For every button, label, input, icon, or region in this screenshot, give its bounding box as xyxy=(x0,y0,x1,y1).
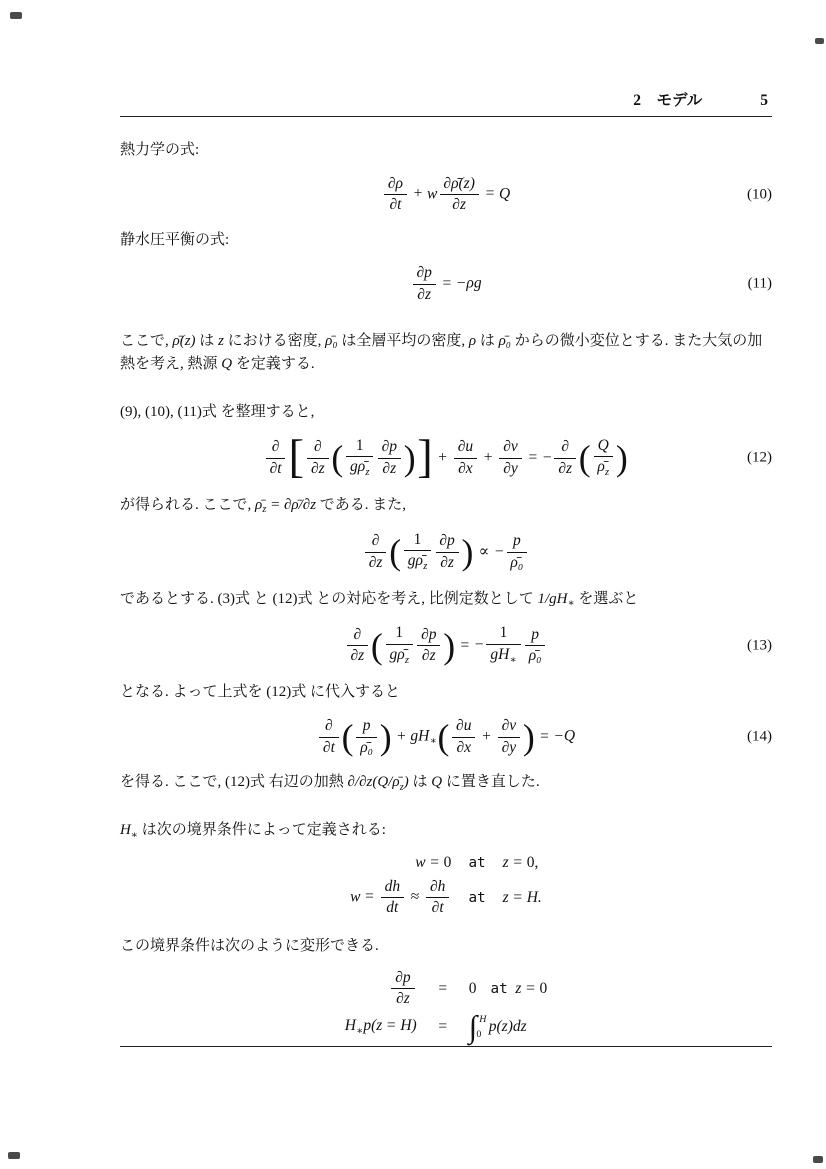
upper-limit: H xyxy=(479,1013,487,1025)
math-token: 1 xyxy=(413,530,422,548)
numerator xyxy=(498,717,520,738)
numerator xyxy=(319,717,339,738)
math-token: ∂z xyxy=(421,647,436,665)
denominator xyxy=(386,645,413,667)
math-token: w xyxy=(427,185,438,203)
paragraph-arrange: (9), (10), (11)式 を整理すると, xyxy=(120,404,315,421)
subscript-run: ∗ xyxy=(131,829,138,841)
math-token: p xyxy=(362,716,371,734)
fraction xyxy=(554,438,575,478)
numerator xyxy=(356,717,377,738)
fraction xyxy=(365,532,386,572)
math-token: p xyxy=(512,532,521,550)
operator: ≈ xyxy=(410,888,420,906)
numerator xyxy=(525,626,546,647)
operator: = xyxy=(528,448,538,466)
math-token: −Q xyxy=(553,727,576,745)
bc-rhs xyxy=(469,966,547,1012)
numerator xyxy=(413,264,436,285)
fraction xyxy=(391,969,414,1009)
text-run: が得られる. ここで, xyxy=(120,496,256,513)
operator: = xyxy=(485,185,495,203)
subscript-run: z xyxy=(399,781,404,793)
math-token: ρ̄ xyxy=(597,458,605,476)
math-token: ∂t xyxy=(269,459,282,477)
keyword-at: at xyxy=(490,980,508,997)
keyword-at: at xyxy=(468,889,486,906)
math-token: ρ̄₀ xyxy=(360,738,374,756)
numerator xyxy=(454,438,477,459)
fraction xyxy=(378,438,401,478)
math-token: ∂x xyxy=(458,459,473,477)
equation-row xyxy=(344,1009,547,1045)
math-token: ∂t xyxy=(322,738,335,756)
bc-rhs xyxy=(503,851,542,875)
fraction xyxy=(413,264,436,304)
math-token: p(z xyxy=(363,1017,383,1035)
operator: = xyxy=(365,888,374,906)
subscript: z xyxy=(423,560,428,572)
subscript: ∗ xyxy=(509,654,517,666)
text-run: であるとする. (3)式 と (12)式 との対応を考え, 比例定数として xyxy=(120,590,538,607)
math-token: − xyxy=(541,448,553,466)
inline-math-run: 1/gH xyxy=(537,590,568,607)
denominator xyxy=(436,553,459,573)
numerator xyxy=(266,438,286,459)
math-token: ρ̄₀ xyxy=(528,647,542,665)
subscript-run: ∗ xyxy=(567,598,575,610)
keyword-at: at xyxy=(468,854,486,871)
numerator xyxy=(499,438,521,459)
denominator xyxy=(365,553,386,573)
bc-lhs xyxy=(345,1012,417,1043)
math-token: gH xyxy=(410,727,430,745)
fraction xyxy=(452,717,475,757)
math-token: dt xyxy=(386,899,399,917)
numerator xyxy=(417,626,440,647)
subscript-run: z xyxy=(262,504,267,516)
integral: ∫ H 0 xyxy=(468,1009,487,1045)
inline-math-run: ρ̄(z) xyxy=(172,333,196,350)
text-run: に置き直した. xyxy=(442,774,540,791)
math-token: ∂z xyxy=(382,459,397,477)
numerator xyxy=(347,626,368,647)
numerator xyxy=(307,438,328,459)
fraction xyxy=(486,624,520,667)
equation-13 xyxy=(120,624,772,667)
subscript: z xyxy=(605,467,610,479)
text-run: を選ぶと xyxy=(574,590,639,607)
operator: = xyxy=(460,636,470,654)
paragraph-obtained xyxy=(120,494,772,518)
fraction xyxy=(319,717,339,757)
operator: = xyxy=(540,727,549,745)
denominator xyxy=(347,646,368,666)
numerator xyxy=(365,532,386,553)
inline-math-run: H xyxy=(120,821,131,838)
text-run: を得る. ここで, (12)式 右辺の加熱 xyxy=(120,774,348,791)
fraction xyxy=(417,626,440,666)
math-token: dh xyxy=(384,877,401,895)
bc-rhs xyxy=(468,1009,547,1045)
operator: + xyxy=(482,727,491,745)
denominator xyxy=(404,551,431,573)
text-run: ここで, xyxy=(120,333,173,350)
paragraph-propto xyxy=(120,588,772,612)
text-run: を定義する. xyxy=(232,355,315,372)
paragraph-transform: この境界条件は次のように変形できる. xyxy=(120,938,379,954)
math-token: ρ̄₀ xyxy=(510,553,524,571)
operator: + xyxy=(397,727,406,745)
math-token: ∂p xyxy=(421,625,437,643)
math-token: ∂p xyxy=(439,532,455,550)
denominator xyxy=(525,646,546,666)
numerator xyxy=(381,878,404,899)
paragraph-density-description xyxy=(120,330,772,375)
math-token: 1 xyxy=(395,624,404,642)
denominator xyxy=(346,457,373,479)
equation-11 xyxy=(120,264,772,304)
math-token: z xyxy=(515,979,522,997)
math-token: gρ̄ xyxy=(389,646,405,664)
math-token: ∂u xyxy=(457,438,474,456)
fraction xyxy=(346,437,373,480)
lower-limit: 0 xyxy=(476,1028,482,1040)
footer-rule xyxy=(120,1046,772,1047)
math-token: ∂p xyxy=(381,438,397,456)
equation-row xyxy=(350,875,542,921)
operator: + xyxy=(413,185,423,203)
math-token: 0 xyxy=(539,979,548,997)
fraction xyxy=(525,626,546,666)
header-rule xyxy=(120,116,772,117)
math-token: z xyxy=(502,853,509,871)
denominator xyxy=(554,459,575,479)
equation-number: (10) xyxy=(747,186,772,203)
numerator xyxy=(440,175,479,196)
math-token: ∂z xyxy=(310,459,325,477)
math-token: z xyxy=(502,888,509,906)
operator: = xyxy=(438,1018,448,1036)
denominator xyxy=(499,459,521,479)
denominator xyxy=(378,459,401,479)
equation-number: (11) xyxy=(747,275,772,292)
math-token: ∂v xyxy=(503,438,518,456)
math-token: − xyxy=(493,542,505,560)
denominator xyxy=(381,898,404,918)
operator: = xyxy=(526,979,535,997)
paragraph-hydro-label: 静水圧平衡の式: xyxy=(120,231,230,248)
denominator xyxy=(356,738,377,758)
denominator xyxy=(452,738,475,758)
subscript: z xyxy=(404,654,409,666)
inline-math-run: = ∂ρ̄/∂z xyxy=(266,496,317,513)
math-token: ∂x xyxy=(456,738,472,756)
text-run: である. また, xyxy=(316,496,407,513)
fraction xyxy=(356,717,377,757)
denominator xyxy=(594,457,614,479)
fraction xyxy=(307,438,328,478)
fraction xyxy=(404,531,431,574)
scan-artifact xyxy=(813,1156,823,1163)
math-token: w xyxy=(350,888,361,906)
denominator xyxy=(319,738,339,758)
math-token: Q xyxy=(498,185,511,203)
numerator xyxy=(452,717,475,738)
boundary-conditions-transformed xyxy=(345,966,547,1043)
math-token: 0 xyxy=(443,853,452,871)
inline-math-run: ρ̄₀ xyxy=(498,333,511,350)
math-token: H xyxy=(344,1017,356,1035)
math-token: p xyxy=(531,625,540,643)
section-heading: 2 モデル xyxy=(633,92,703,109)
math-token: ∂ xyxy=(325,716,333,734)
operator: = xyxy=(513,853,523,871)
math-token: p(z)dz xyxy=(488,1017,527,1035)
equation-body: $\frac{\partial}{\partial t}$ [ $\frac{\partial}{\partial z}$ ( $\frac{1}{g\rhō_z}$ $\frac{\partial p}{\partial z}$ )] + $\frac{\partial u}{\partial x}$ + $\frac{\partial v}{\partial y}$ = − $\frac{\partial}{\partial z}$ ( $\frac{Q}{\rhō_z}$ ) xyxy=(264,437,629,480)
denominator xyxy=(391,989,414,1009)
bc-lhs xyxy=(350,851,451,875)
integral-limits xyxy=(476,1013,487,1040)
math-token: gH xyxy=(490,646,510,664)
fraction xyxy=(266,438,286,478)
math-token: gρ̄ xyxy=(407,552,423,570)
numerator xyxy=(384,175,407,196)
math-token: ∂ xyxy=(271,438,280,456)
operator: = xyxy=(438,979,448,997)
fraction xyxy=(498,717,520,757)
math-token: ∂t xyxy=(389,196,402,214)
inline-math-run: ρ xyxy=(468,333,477,350)
math-token: − xyxy=(473,636,485,654)
math-token: H. xyxy=(526,888,542,906)
math-token: ∂y xyxy=(501,738,517,756)
math-token: ∂ xyxy=(313,438,322,456)
denominator xyxy=(507,553,528,573)
bc-connector xyxy=(417,1012,469,1043)
text-run: における密度, xyxy=(223,333,326,350)
bc-lhs xyxy=(345,966,417,1012)
math-token: ∂z xyxy=(368,553,383,571)
math-token: ∂u xyxy=(456,716,472,734)
denominator xyxy=(413,285,436,305)
denominator xyxy=(498,738,520,758)
inline-math-run: ) xyxy=(403,774,409,791)
fraction xyxy=(507,532,528,572)
math-token: gρ̄ xyxy=(349,458,366,476)
math-token: ∂p xyxy=(416,264,432,282)
fraction xyxy=(347,626,368,666)
math-token: ∂z xyxy=(396,990,410,1008)
equation-body xyxy=(382,175,510,215)
text-run: は xyxy=(195,333,219,350)
numerator xyxy=(554,438,575,459)
text-run: は全層平均の密度, xyxy=(337,333,469,350)
denominator xyxy=(486,645,520,667)
fraction xyxy=(454,438,477,478)
equation-number: (12) xyxy=(747,449,772,466)
text-run: は xyxy=(476,333,499,350)
fraction xyxy=(386,624,413,667)
math-token: ∂z xyxy=(440,553,454,571)
fraction xyxy=(426,878,449,918)
equation-row xyxy=(345,966,547,1012)
scan-artifact xyxy=(10,12,22,19)
fraction xyxy=(594,437,614,480)
inline-math-run: ∂/∂z(Q/ρ̄ xyxy=(347,774,400,791)
numerator xyxy=(386,624,413,645)
equation-number: (13) xyxy=(747,637,772,654)
inline-math-run: ρ̄ xyxy=(255,496,263,513)
math-token: ∂z xyxy=(452,196,466,214)
math-token: w xyxy=(415,853,426,871)
denominator xyxy=(384,195,407,215)
math-token: 0, xyxy=(526,853,539,871)
operator: + xyxy=(438,448,448,466)
math-token: −ρg xyxy=(455,274,482,292)
page-number: 5 xyxy=(760,92,768,109)
equation-body: $\frac{\partial}{\partial z}$ ( $\frac{1}{g\rhō_z}$ $\frac{\partial p}{\partial z}$ ) = − $\frac{1}{gH_∗}$ $\frac{p}{\text{ρ̄₀}}$ xyxy=(344,624,547,667)
inline-math-run: Q xyxy=(221,355,233,372)
equation-body: $\frac{\partial}{\partial z}$ ( $\frac{1}{g\rhō_z}$ $\frac{\partial p}{\partial z}$ ) ∝ − $\frac{p}{\text{ρ̄₀}}$ xyxy=(363,531,530,574)
operator: = xyxy=(430,853,439,871)
scan-artifact xyxy=(8,1152,20,1159)
math-token: ∂p xyxy=(395,968,411,986)
equation-14 xyxy=(120,717,772,757)
fraction xyxy=(440,175,479,215)
inline-math-run: ρ̄₀ xyxy=(325,333,338,350)
fraction xyxy=(381,878,404,918)
math-token: ∂z xyxy=(558,459,573,477)
math-token: H) xyxy=(400,1017,417,1035)
subscript: ∗ xyxy=(429,736,437,748)
text-run: は次の境界条件によって定義される: xyxy=(137,821,386,838)
inline-math-run: z xyxy=(218,333,224,350)
math-token: ∂y xyxy=(503,459,518,477)
math-token: ∂z xyxy=(417,285,431,303)
math-token: ∂ρ̄(z) xyxy=(443,174,475,192)
operator: = xyxy=(513,888,523,906)
paragraph-hstar xyxy=(120,819,772,843)
denominator xyxy=(440,195,479,215)
equation-body: $\frac{\partial}{\partial t}$ ( $\frac{p}{\text{ρ̄₀}}$ ) + $gH_∗$( $\frac{\partial u}{\partial x}$ + $\frac{\partial v}{\partial y}$ ) = −Q xyxy=(317,717,575,757)
numerator xyxy=(378,438,401,459)
text-run: は xyxy=(408,774,432,791)
numerator xyxy=(404,531,431,552)
numerator xyxy=(486,624,520,645)
text-run: からの微小変位とする. また大気の加熱を考え, 熱源 xyxy=(120,333,763,372)
paragraph-tonaru: となる. よって上式を (12)式 に代入すると xyxy=(120,684,400,701)
numerator xyxy=(594,437,614,458)
numerator xyxy=(507,532,528,553)
operator: = xyxy=(442,274,452,292)
math-token: ∂ρ xyxy=(387,174,403,192)
subscript: ∗ xyxy=(356,1025,364,1037)
math-token: ∂ xyxy=(371,532,380,550)
math-token: ∂z xyxy=(350,647,365,665)
denominator xyxy=(266,459,286,479)
paragraph-replace xyxy=(120,771,772,795)
math-token: 0 xyxy=(468,979,477,997)
math-token: ∂ xyxy=(353,625,362,643)
boundary-conditions-definition xyxy=(350,851,542,921)
equation-number: (14) xyxy=(747,728,772,745)
scan-artifact xyxy=(815,38,824,44)
numerator xyxy=(391,969,414,990)
fraction xyxy=(384,175,407,215)
operator: = xyxy=(386,1017,396,1035)
denominator xyxy=(426,898,449,918)
numerator xyxy=(426,878,449,899)
bc-connector xyxy=(451,875,502,921)
equation-proportional xyxy=(120,531,772,574)
equation-12 xyxy=(120,432,772,484)
operator: + xyxy=(483,448,493,466)
denominator xyxy=(454,459,477,479)
denominator xyxy=(417,646,440,666)
math-token: 1 xyxy=(355,436,364,454)
math-token: Q xyxy=(597,436,609,454)
numerator xyxy=(346,437,373,458)
bc-connector xyxy=(417,966,469,1012)
page-header xyxy=(120,88,772,116)
paragraph-thermo-label: 熱力学の式: xyxy=(120,142,200,158)
bc-connector xyxy=(451,851,502,875)
math-token: ∂v xyxy=(501,716,517,734)
fraction xyxy=(436,532,459,572)
numerator xyxy=(436,532,459,553)
denominator xyxy=(307,459,328,479)
equation-body xyxy=(410,264,481,304)
math-token: 1 xyxy=(499,624,508,642)
inline-math-run: Q xyxy=(431,774,443,791)
math-token: ∂t xyxy=(431,899,444,917)
subscript: z xyxy=(365,467,370,479)
bc-rhs xyxy=(503,875,542,921)
equation-row xyxy=(350,851,542,875)
equation-10 xyxy=(120,175,772,215)
math-token: ∂h xyxy=(429,877,446,895)
math-token: ∂ xyxy=(561,438,570,456)
operator: ∝ xyxy=(478,542,490,560)
fraction xyxy=(499,438,521,478)
bc-lhs xyxy=(350,875,451,921)
